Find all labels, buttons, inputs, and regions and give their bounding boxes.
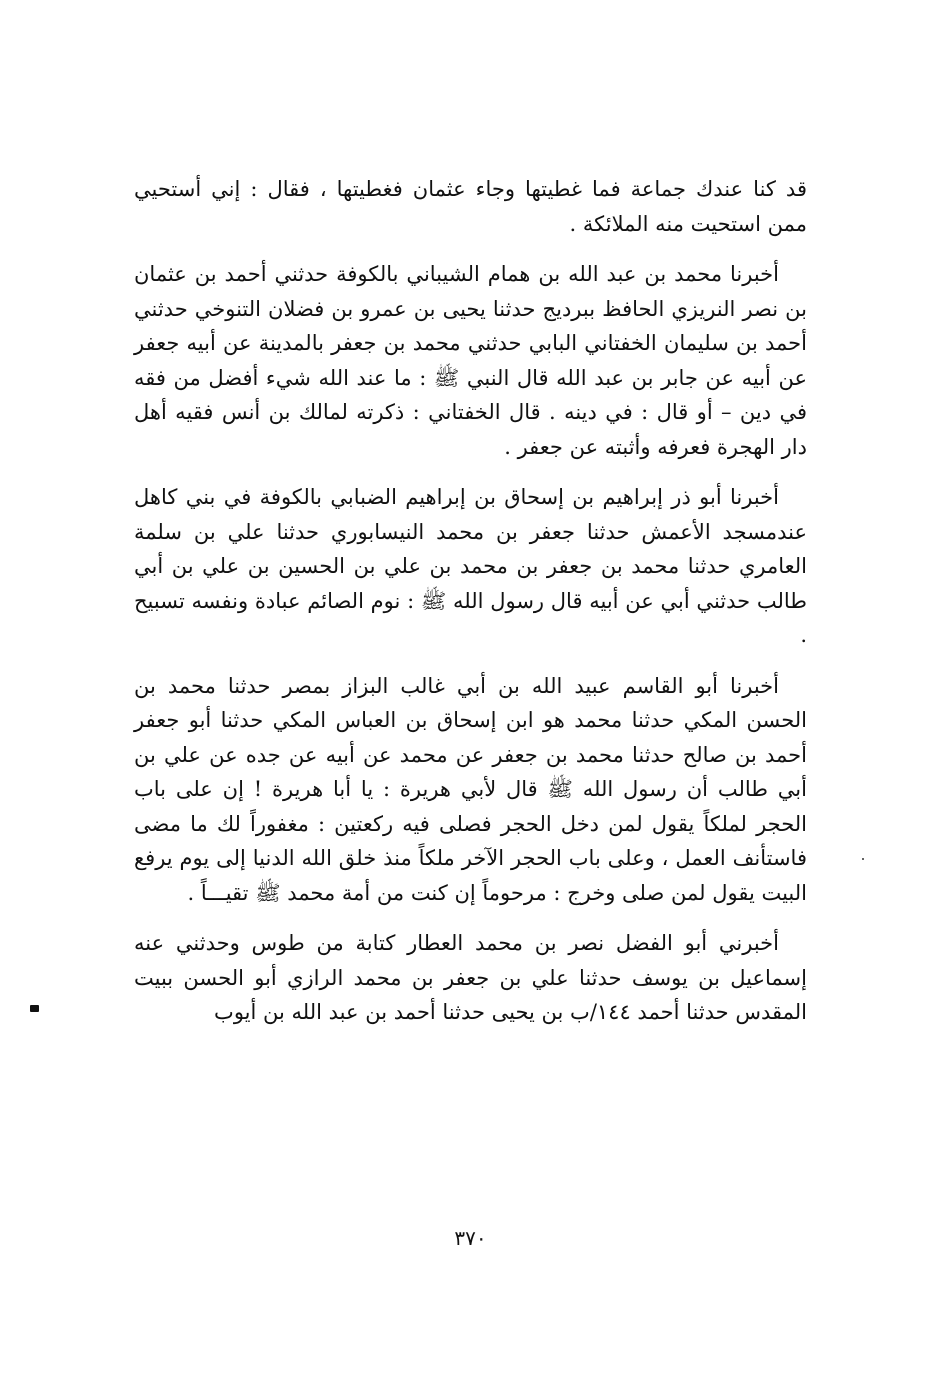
paragraph-hadith-2: أخبرنا أبو ذر إبراهيم بن إسحاق بن إبراهيم الضبابي بالكوفة في بني كاهل عندمسجد الأعمش حدثنا جعفر بن محمد النيسابوري حدثنا علي بن سلمة العامري حدثنا محمد بن جعفر بن محمد بن علي بن الحسين بن علي بن أبي طالب حدثني أبي عن أبيه قال رسول الله ﷺ : نوم الصائم عبادة ونفسه تسبيح . <box>134 485 807 647</box>
margin-mark <box>30 1005 39 1012</box>
paragraph-hadith-1: أخبرنا محمد بن عبد الله بن همام الشيباني بالكوفة حدثني أحمد بن عثمان بن نصر النريزي الحافظ ببرديج حدثنا يحيى بن عمرو بن فضلان التنوخي حدثني أحمد بن سليمان الخفتاني البابي حدثني محمد بن جعفر بالمدينة عن أبيه جعفر عن أبيه عن جابر بن عبد الله قال النبي ﷺ : ما عند الله شيء أفضل من فقه في دين – أو قال : في دينه . قال الخفتاني : ذكرته لمالك بن أنس فقيه أهل دار الهجرة فعرفه وأثبته عن جعفر . <box>134 262 807 459</box>
scan-speck <box>862 858 864 860</box>
body-text <box>134 172 807 1046</box>
page-number: ٣٧٠ <box>454 1226 487 1250</box>
paragraph-continuation: قد كنا عندك جماعة فما غطيتها وجاء عثمان فغطيتها ، فقال : إني أستحيي ممن استحيت منه الملائكة . <box>134 177 807 236</box>
paragraph-hadith-4: أخبرني أبو الفضل نصر بن محمد العطار كتابة من طوس وحدثني عنه إسماعيل بن يوسف حدثنا علي بن جعفر بن محمد الرازي أبو الحسن ببيت المقدس حدثنا أحمد ١٤٤/ب بن يحيى حدثنا أحمد بن عبد الله بن أيوب <box>134 931 807 1024</box>
paragraph-hadith-3: أخبرنا أبو القاسم عبيد الله بن أبي غالب البزاز بمصر حدثنا محمد بن الحسن المكي حدثنا محمد هو ابن إسحاق بن العباس المكي حدثنا أبو جعفر أحمد بن صالح حدثنا محمد بن جعفر عن محمد عن أبيه عن جده عن علي بن أبي طالب أن رسول الله ﷺ قال لأبي هريرة : يا أبا هريرة ! إن على باب الحجر لملكاً يقول لمن دخل الحجر فصلى فيه ركعتين : مغفوراً لك ما مضى فاستأنف العمل ، وعلى باب الحجر الآخر ملكاً منذ خلق الله الدنيا إلى يوم يرفع البيت يقول لمن صلى وخرج : مرحوماً إن كنت من أمة محمد ﷺ تقيـــاً . <box>134 673 807 905</box>
